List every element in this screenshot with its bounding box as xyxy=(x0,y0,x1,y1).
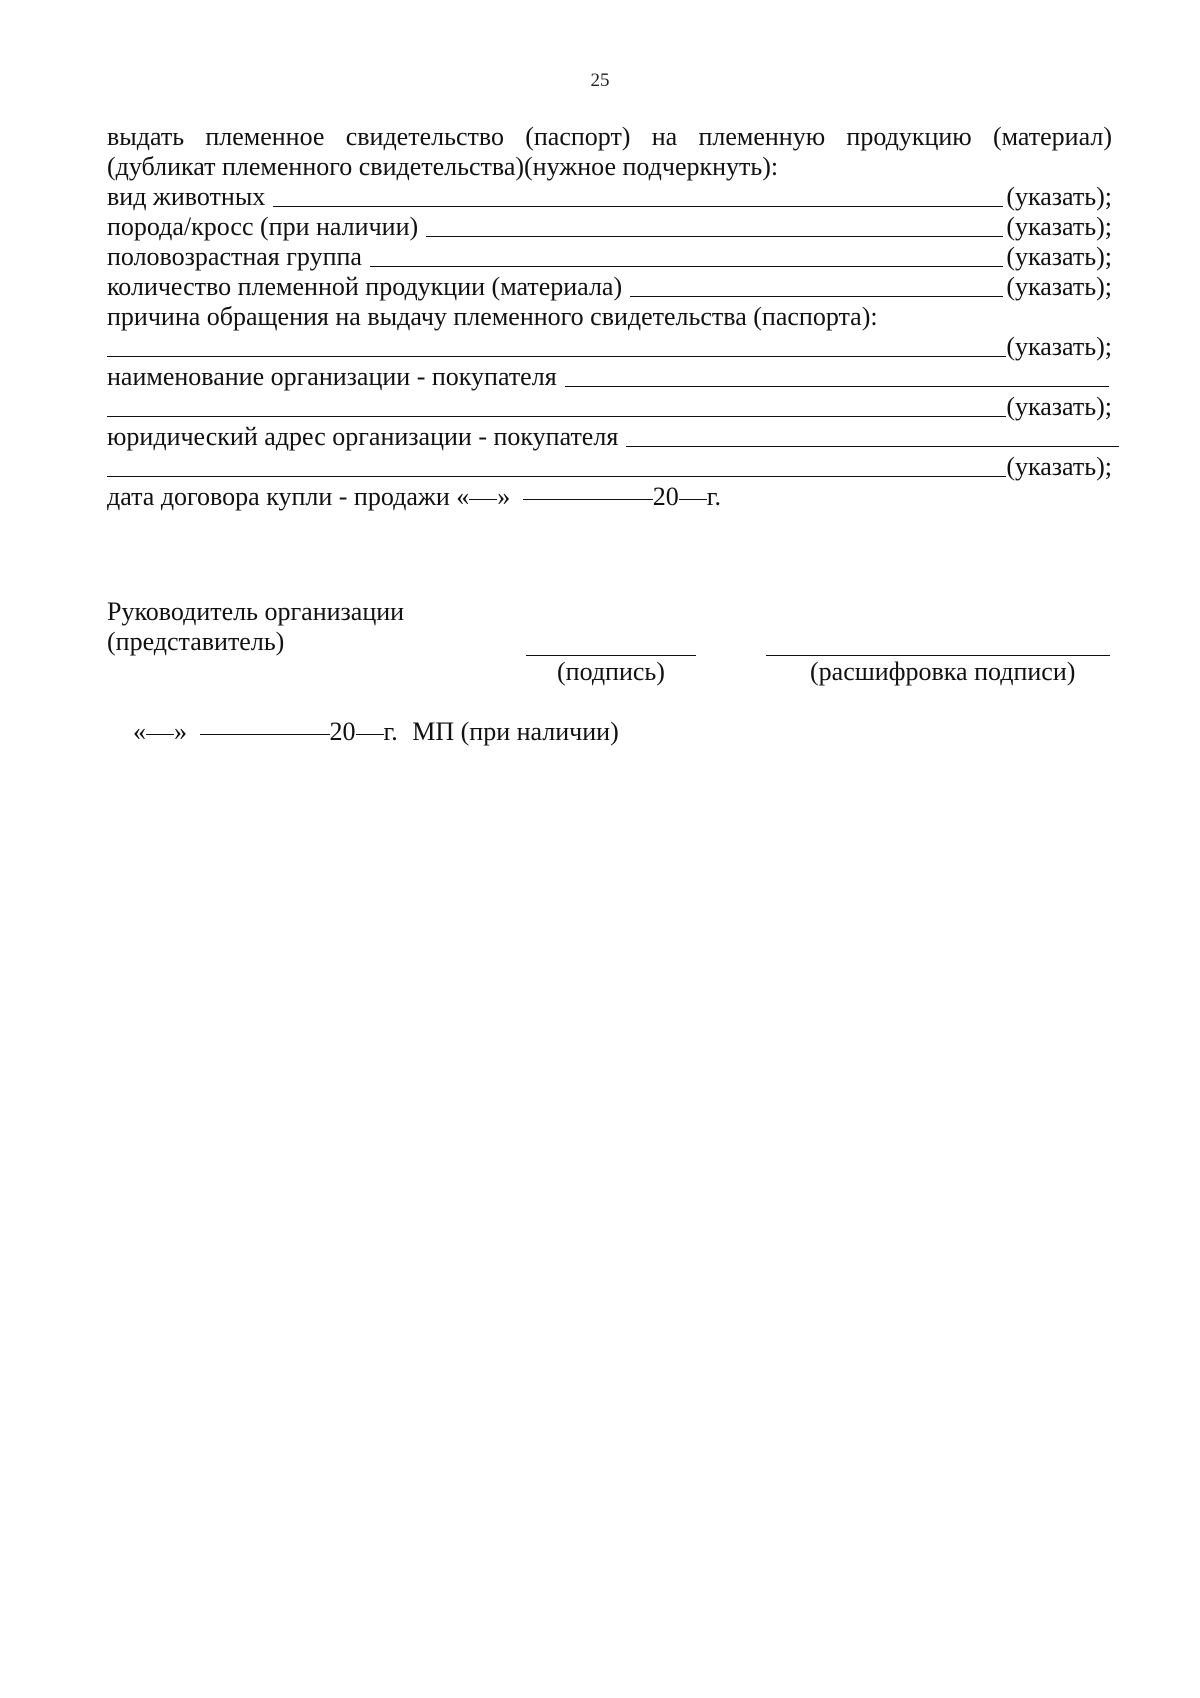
animal-type-suffix: (указать); xyxy=(1006,182,1112,211)
reason-suffix: (указать); xyxy=(1006,332,1112,361)
breed-suffix: (указать); xyxy=(1006,212,1112,241)
reason-row xyxy=(107,332,1112,362)
footer-quote-open: « xyxy=(133,717,146,746)
contract-date-row xyxy=(107,482,1112,512)
buyer-name-field-line1[interactable] xyxy=(565,386,1109,387)
intro-line-2: (дубликат племенного свидетельства)(нужное подчеркнуть): xyxy=(107,152,779,181)
buyer-name-field-line2[interactable] xyxy=(107,416,1006,417)
footer-day-field[interactable] xyxy=(146,734,174,735)
reason-field[interactable] xyxy=(107,356,1006,357)
signature-decoding-field[interactable] xyxy=(766,655,1110,656)
footer-year-field[interactable] xyxy=(356,734,384,735)
contract-date-quote-close: » xyxy=(497,482,511,511)
footer-year-suffix: г. xyxy=(383,717,398,746)
animal-type-label: вид животных xyxy=(107,182,266,211)
age-sex-group-label: половозрастная группа xyxy=(107,242,362,271)
breed-label: порода/кросс (при наличии) xyxy=(107,212,419,241)
breed-field[interactable] xyxy=(426,236,1003,237)
buyer-address-row-2 xyxy=(107,452,1112,482)
breed-row xyxy=(107,212,1112,242)
animal-type-row xyxy=(107,182,1112,212)
stamp-note: МП (при наличии) xyxy=(412,717,619,746)
page-number: 25 xyxy=(590,70,610,91)
signature-field[interactable] xyxy=(526,655,696,656)
contract-day-field[interactable] xyxy=(469,499,497,500)
buyer-address-suffix: (указать); xyxy=(1006,452,1112,481)
buyer-address-label: юридический адрес организации - покупателя xyxy=(107,422,619,451)
buyer-address-field-line1[interactable] xyxy=(626,446,1119,447)
buyer-name-row-2 xyxy=(107,392,1112,422)
contract-year-field[interactable] xyxy=(679,499,707,500)
contract-year-suffix: г. xyxy=(706,482,721,511)
quantity-row xyxy=(107,272,1112,302)
buyer-address-field-line2[interactable] xyxy=(107,476,1006,477)
buyer-name-suffix: (указать); xyxy=(1006,392,1112,421)
footer-year-prefix: 20 xyxy=(329,717,356,746)
footer-date-row xyxy=(133,717,933,747)
reason-label: причина обращения на выдачу племенного свидетельства (паспорта): xyxy=(107,302,878,331)
signature-caption: (подпись) xyxy=(557,657,665,686)
contract-month-field[interactable] xyxy=(523,499,653,500)
quantity-field[interactable] xyxy=(630,296,1003,297)
age-sex-group-suffix: (указать); xyxy=(1006,242,1112,271)
age-sex-group-row xyxy=(107,242,1112,272)
signatory-title: Руководитель организации xyxy=(107,597,405,626)
quantity-label: количество племенной продукции (материала) xyxy=(107,272,623,301)
buyer-name-row xyxy=(107,362,1112,392)
buyer-address-row xyxy=(107,422,1119,452)
contract-date-label: дата договора купли - продажи xyxy=(107,482,450,511)
signatory-subtitle: (представитель) xyxy=(107,627,285,656)
buyer-name-label: наименование организации - покупателя xyxy=(107,362,557,391)
quantity-suffix: (указать); xyxy=(1006,272,1112,301)
contract-year-prefix: 20 xyxy=(652,482,679,511)
footer-month-field[interactable] xyxy=(200,734,330,735)
animal-type-field[interactable] xyxy=(273,206,1003,207)
contract-date-quote-open: « xyxy=(456,482,470,511)
age-sex-group-field[interactable] xyxy=(370,266,1003,267)
footer-quote-close: » xyxy=(174,717,187,746)
intro-line-1: выдать племенное свидетельство (паспорт) на племенную продукцию (материал) xyxy=(107,122,1112,151)
decoding-caption: (расшифровка подписи) xyxy=(810,657,1076,686)
